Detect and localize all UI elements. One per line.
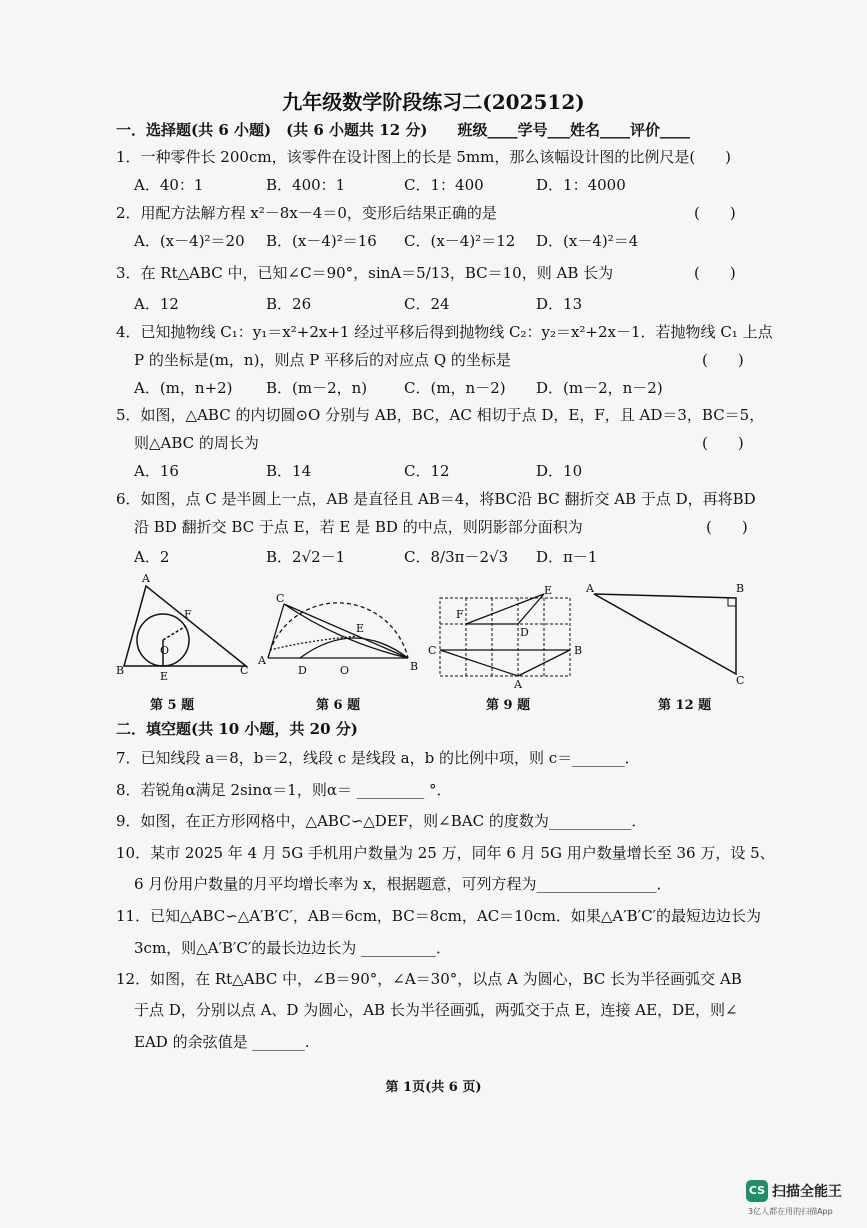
fig12-label-b: B: [736, 582, 745, 595]
q5-option-a: A．16: [134, 462, 179, 480]
fig9-label-a: A: [514, 678, 522, 690]
q1-option-d: D．1：4000: [536, 176, 626, 194]
q5-text-line1: 5．如图，△ABC 的内切圆⊙O 分别与 AB，BC，AC 相切于点 D，E，F，且 AD＝3，BC＝5，: [116, 406, 765, 424]
fig6-label-o: O: [340, 664, 350, 677]
fig5-label-b: B: [116, 664, 125, 677]
caption-fig6: 第 6 题: [316, 698, 361, 713]
caption-fig12: 第 12 题: [658, 698, 712, 713]
fig6-label-b: B: [410, 660, 419, 673]
q11-text-line2: 3cm，则△A′B′C′的最长边边长为 __________．: [134, 939, 452, 957]
q3-text: 3．在 Rt△ABC 中，已知∠C＝90°，sinA＝5/13，BC＝10，则 AB 长为: [116, 264, 614, 282]
page-footer: 第 1页(共 6 页): [385, 1080, 482, 1095]
q1-option-b: B．400：1: [266, 176, 346, 194]
q5-option-d: D．10: [536, 462, 583, 480]
q2-answer-paren: ( ): [694, 204, 736, 222]
q12-text-line2: 于点 D，分别以点 A、D 为圆心，AB 长为半径画弧，两弧交于点 E，连接 AE，DE，则∠: [134, 1001, 738, 1019]
q12-text-line1: 12．如图，在 Rt△ABC 中，∠B＝90°，∠A＝30°，以点 A 为圆心，BC 长为半径画弧交 AB: [116, 970, 742, 988]
scanner-logo-icon: CS: [746, 1180, 768, 1202]
figure-9-labels: [428, 584, 582, 690]
q4-text-line2: P 的坐标是(m，n)，则点 P 平移后的对应点 Q 的坐标是: [134, 351, 511, 369]
fig9-label-d: D: [520, 626, 529, 639]
q3-option-c: C．24: [404, 295, 450, 313]
fig12-label-a: A: [586, 582, 594, 595]
fig6-label-e: E: [356, 622, 365, 635]
fig6-label-a: A: [258, 654, 266, 667]
figure-6: [268, 603, 408, 658]
q6-text-line1: 6．如图，点 C 是半圆上一点，AB 是直径且 AB＝4，将BC沿 BC 翻折交 AB 于点 D，再将BD: [116, 490, 756, 508]
fig9-label-b: B: [574, 644, 583, 657]
q8-text: 8．若锐角α满足 2sinα＝1，则α＝ _________ °．: [116, 781, 452, 799]
fig6-label-d: D: [298, 664, 307, 677]
scanner-watermark: [746, 1180, 851, 1220]
q6-answer-paren: ( ): [706, 518, 748, 536]
q12-text-line3: EAD 的余弦值是 _______.: [134, 1033, 310, 1051]
figure-5: [124, 586, 246, 666]
q10-text-line1: 10．某市 2025 年 4 月 5G 手机用户数量为 25 万，同年 6 月 5G 用户数量增长至 36 万，设 5、: [116, 844, 775, 862]
q5-answer-paren: ( ): [702, 434, 744, 452]
q2-option-c: C．(x－4)²＝12: [404, 232, 516, 250]
q6-option-c: C．8/3π－2√3: [404, 548, 509, 566]
fig5-label-f: F: [184, 608, 192, 621]
q3-option-a: A．12: [134, 295, 179, 313]
q3-answer-paren: ( ): [694, 264, 736, 282]
figure-9: [440, 594, 570, 676]
section1-heading: 一．选择题(共 6 小题) (共 6 小题共 12 分) 班级____学号___姓名____评价____: [116, 121, 690, 139]
q7-text: 7．已知线段 a＝8，b＝2，线段 c 是线段 a，b 的比例中项，则 c＝_______．: [116, 749, 640, 767]
q5-text-line2: 则△ABC 的周长为: [134, 434, 259, 452]
q5-option-b: B．14: [266, 462, 312, 480]
caption-fig9: 第 9 题: [486, 698, 531, 713]
q1-option-a: A．40：1: [134, 176, 204, 194]
fig6-label-c: C: [276, 592, 285, 605]
q4-option-c: C．(m，n－2): [404, 379, 506, 397]
q3-option-b: B．26: [266, 295, 312, 313]
q4-option-a: A．(m，n+2): [134, 379, 233, 397]
fig5-label-o: O: [160, 644, 170, 657]
q6-text-line2: 沿 BD 翻折交 BC 于点 E，若 E 是 BD 的中点，则阴影部分面积为: [134, 518, 583, 536]
q2-option-d: D．(x－4)²＝4: [536, 232, 639, 250]
q4-option-b: B．(m－2，n): [266, 379, 368, 397]
q4-option-d: D．(m－2，n－2): [536, 379, 663, 397]
fig9-label-f: F: [456, 608, 464, 621]
q4-answer-paren: ( ): [702, 351, 744, 369]
q6-option-d: D．π－1: [536, 548, 598, 566]
page-title: 九年级数学阶段练习二(202512): [282, 90, 585, 114]
scanner-logo-name: 扫描全能王: [772, 1184, 842, 1200]
fig9-label-e: E: [544, 584, 553, 597]
fig9-label-c: C: [428, 644, 437, 657]
fig5-label-a: A: [142, 572, 150, 585]
q2-option-a: A．(x－4)²＝20: [134, 232, 245, 250]
scanner-logo-tagline: 3亿人都在用的扫描App: [748, 1207, 833, 1216]
fig5-label-e: E: [160, 670, 169, 683]
q1-option-c: C．1：400: [404, 176, 484, 194]
q2-option-b: B．(x－4)²＝16: [266, 232, 377, 250]
caption-fig5: 第 5 题: [150, 698, 195, 713]
q2-text: 2．用配方法解方程 x²－8x－4＝0，变形后结果正确的是: [116, 204, 497, 222]
figures-row: [110, 570, 760, 690]
q1-text: 1．一种零件长 200cm，该零件在设计图上的长是 5mm，那么该幅设计图的比例尺是( ): [116, 148, 732, 166]
q11-text-line1: 11．已知△ABC∽△A′B′C′，AB＝6cm，BC＝8cm，AC＝10cm．如果△A′B′C′的最短边边长为: [116, 907, 761, 925]
q9-text: 9．如图，在正方形网格中，△ABC∽△DEF，则∠BAC 的度数为___________．: [116, 812, 647, 830]
section2-heading: 二．填空题(共 10 小题，共 20 分): [116, 720, 358, 738]
q6-option-b: B．2√2－1: [266, 548, 346, 566]
fig12-label-c: C: [736, 674, 745, 687]
figure-12: [594, 594, 736, 674]
q6-option-a: A．2: [134, 548, 170, 566]
q10-text-line2: 6 月份用户数量的月平均增长率为 x，根据题意，可列方程为________________．: [134, 875, 672, 893]
q3-option-d: D．13: [536, 295, 583, 313]
q4-text-line1: 4．已知抛物线 C₁：y₁＝x²+2x+1 经过平移后得到抛物线 C₂：y₂＝x²+2x－1．若抛物线 C₁ 上点: [116, 323, 773, 341]
fig5-label-c: C: [240, 664, 249, 677]
q5-option-c: C．12: [404, 462, 450, 480]
